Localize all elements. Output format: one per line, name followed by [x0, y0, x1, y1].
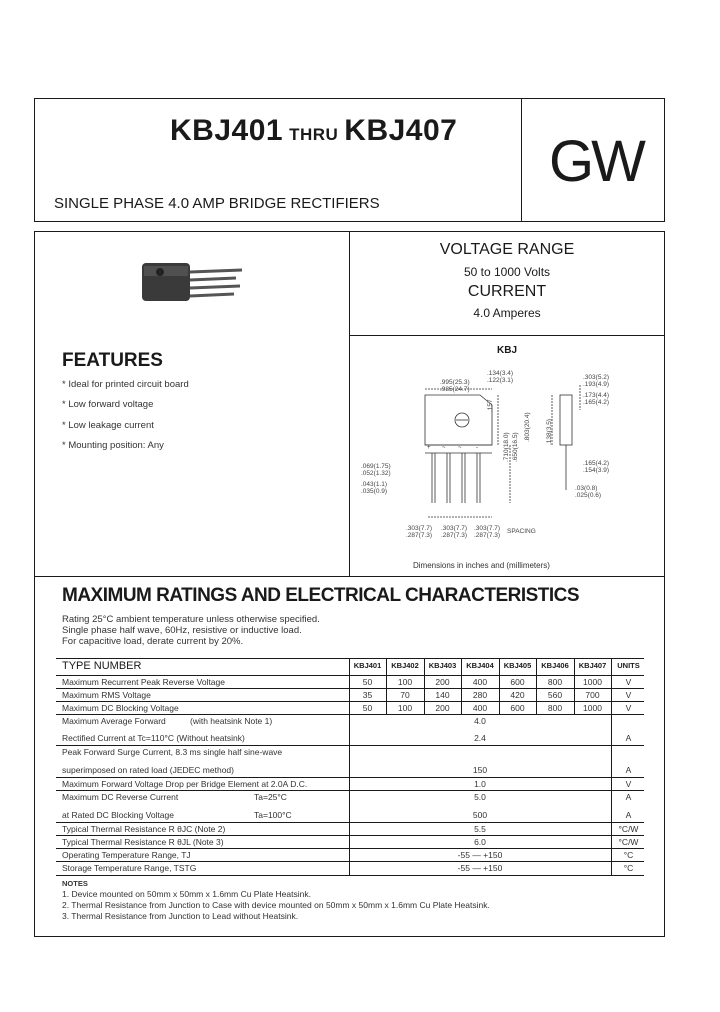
cell-value: 400: [472, 677, 488, 687]
cell-value: 200: [435, 703, 450, 713]
table-rule: [56, 835, 644, 836]
row-label: Maximum Forward Voltage Drop per Bridge Element at 2.0A D.C.: [62, 779, 308, 789]
svg-text:+: +: [427, 445, 431, 451]
features-title: FEATURES: [62, 350, 163, 371]
dim-label: .303(7.7) .287(7.3): [441, 525, 468, 539]
cell-value: 4.0: [474, 716, 486, 726]
dim-label: .165(4.2) .154(3.9): [583, 460, 610, 474]
table-rule: [56, 714, 644, 715]
row-label: Maximum RMS Voltage: [62, 690, 151, 700]
row-label: superimposed on rated load (JEDEC method): [62, 765, 234, 775]
rating-condition: Rating 25°C ambient temperature unless otherwise specified.: [62, 614, 320, 625]
dim-label: .803(20.4): [524, 412, 531, 442]
table-rule: [56, 675, 644, 676]
section-divider: [34, 576, 665, 577]
dim-label: .710(18.0): [503, 432, 510, 462]
cell-value: 420: [510, 690, 525, 700]
dimensions-caption: Dimensions in inches and (millimeters): [413, 561, 550, 570]
feature-item: * Ideal for printed circuit board: [62, 379, 189, 390]
table-rule: [56, 790, 644, 791]
row-label: Typical Thermal Resistance R θJL (Note 3): [62, 837, 224, 847]
cell-value: 5.5: [474, 824, 486, 834]
cell-value: 2.4: [474, 733, 486, 743]
cell-unit: V: [625, 703, 632, 713]
cell-value: 400: [472, 703, 488, 713]
ratings-title: MAXIMUM RATINGS AND ELECTRICAL CHARACTERISTICS: [62, 585, 580, 606]
feature-item: * Low forward voltage: [62, 399, 154, 410]
row-label: Maximum Average Forward: [62, 716, 166, 726]
cell-value: 600: [510, 703, 525, 713]
cell-value: -55 — +150: [457, 863, 503, 873]
table-rule: [56, 861, 644, 862]
cell-unit: °C/W: [618, 837, 639, 847]
subtitle: SINGLE PHASE 4.0 AMP BRIDGE RECTIFIERS: [54, 195, 380, 212]
dim-label: .043(1.1) .035(0.9): [361, 481, 388, 495]
row-label: Rectified Current at Tc=110°C (Without heatsink): [62, 733, 245, 743]
row-label: Maximum DC Blocking Voltage: [62, 703, 179, 713]
svg-text:~: ~: [442, 445, 446, 451]
cell-value: 35: [362, 690, 373, 700]
voltage-range-title: VOLTAGE RANGE: [439, 241, 575, 258]
table-rule: [56, 822, 644, 823]
type-number-header: TYPE NUMBER: [62, 660, 142, 672]
dim-label: .157: [487, 399, 494, 412]
row-label: at Rated DC Blocking Voltage: [62, 810, 174, 820]
cell-value: 560: [547, 690, 563, 700]
header-divider: [521, 98, 522, 222]
note-item: 3. Thermal Resistance from Junction to Lead without Heatsink.: [62, 911, 299, 921]
current-value: 4.0 Amperes: [473, 306, 541, 320]
cell-value: 5.0: [474, 792, 486, 802]
dim-label: .303(7.7) .287(7.3): [406, 525, 433, 539]
thru-label: THRU: [289, 125, 339, 144]
table-rule: [56, 701, 644, 702]
cell-value: 70: [400, 690, 410, 700]
cell-unit: °C: [623, 850, 634, 860]
spacing-label: SPACING: [507, 528, 536, 535]
cell-unit: A: [625, 810, 632, 820]
column-header: KBJ406: [541, 661, 569, 670]
note-item: 2. Thermal Resistance from Junction to Case with device mounted on 50mm x 50mm x 1.6mm Cu Plate Heatsink.: [62, 900, 490, 910]
row-label: Operating Temperature Range, TJ: [62, 850, 191, 860]
svg-text:~: ~: [458, 445, 462, 451]
dim-label: .138(3.5): [546, 418, 553, 445]
row-label: Maximum DC Reverse Current: [62, 792, 179, 802]
row-condition: Ta=25°C: [254, 792, 287, 802]
column-header: KBJ402: [391, 661, 419, 670]
svg-text:-: -: [476, 445, 478, 451]
row-label: Peak Forward Surge Current, 8.3 ms single half sine-wave: [62, 747, 283, 757]
part-from: KBJ401: [170, 114, 284, 147]
cell-value: 1000: [583, 677, 602, 687]
part-to: KBJ407: [344, 114, 458, 147]
row-label: Typical Thermal Resistance R θJC (Note 2): [62, 824, 226, 834]
column-header: KBJ403: [428, 661, 457, 670]
dim-label: .303(7.7) .287(7.3): [474, 525, 501, 539]
cell-unit: V: [625, 690, 632, 700]
cell-value: 500: [472, 810, 488, 820]
row-label: (with heatsink Note 1): [190, 716, 273, 726]
row-label: Maximum Recurrent Peak Reverse Voltage: [62, 677, 225, 687]
cell-unit: V: [625, 677, 632, 687]
table-rule: [56, 745, 644, 746]
cell-unit: °C/W: [618, 824, 639, 834]
cell-unit: V: [625, 779, 632, 789]
cell-value: 280: [472, 690, 488, 700]
component-image: [136, 258, 246, 308]
feature-item: * Mounting position: Any: [62, 440, 164, 451]
dim-label: .303(5.2) .193(4.9): [583, 374, 610, 388]
page-title: [170, 114, 457, 148]
cell-value: 200: [435, 677, 450, 687]
cell-unit: A: [625, 765, 632, 775]
cell-value: 100: [397, 703, 413, 713]
package-name: KBJ: [497, 345, 518, 356]
cell-value: 6.0: [474, 837, 486, 847]
table-rule: [56, 688, 644, 689]
range-divider: [349, 335, 665, 336]
column-header: UNITS: [617, 661, 640, 670]
cell-value: 1.0: [474, 779, 486, 789]
cell-unit: °C: [623, 863, 634, 873]
row-condition: Ta=100°C: [254, 810, 292, 820]
cell-value: 600: [510, 677, 525, 687]
table-rule: [56, 875, 644, 876]
rating-condition: For capacitive load, derate current by 20%.: [62, 636, 244, 647]
dim-label: .03(0.8) .025(0.6): [575, 485, 602, 499]
cell-value: 140: [435, 690, 450, 700]
notes-title: NOTES: [62, 879, 88, 888]
cell-value: 50: [362, 703, 373, 713]
table-rule: [56, 777, 644, 778]
column-header: KBJ407: [578, 661, 607, 670]
column-header: KBJ405: [503, 661, 532, 670]
rating-condition: Single phase half wave, 60Hz, resistive or inductive load.: [62, 625, 302, 636]
voltage-range-value: 50 to 1000 Volts: [463, 265, 551, 279]
cell-value: 50: [362, 677, 373, 687]
row-label: Storage Temperature Range, TSTG: [62, 863, 197, 873]
column-header: KBJ404: [466, 661, 494, 670]
cell-unit: A: [625, 733, 632, 743]
dim-label: .173(4.4) .165(4.2): [583, 392, 610, 406]
cell-value: 100: [397, 677, 413, 687]
dim-label: .995(25.3) .985(24.7): [440, 379, 470, 393]
dim-label: .069(1.75) .052(1.32): [361, 463, 391, 477]
note-item: 1. Device mounted on 50mm x 50mm x 1.6mm Cu Plate Heatsink.: [62, 889, 311, 899]
table-rule: [56, 848, 644, 849]
cell-value: 150: [472, 765, 488, 775]
feature-item: * Low leakage current: [62, 420, 154, 431]
column-header: KBJ401: [353, 661, 382, 670]
cell-value: 700: [585, 690, 600, 700]
dim-label: .134(3.4) .122(3.1): [487, 370, 514, 384]
cell-value: 1000: [583, 703, 602, 713]
cell-value: 800: [547, 703, 563, 713]
table-rule: [56, 658, 644, 659]
gw-logo: GW: [549, 129, 643, 194]
cell-value: -55 — +150: [457, 850, 503, 860]
dim-label: .650(16.5): [512, 432, 519, 462]
cell-unit: A: [625, 792, 632, 802]
current-title: CURRENT: [467, 283, 547, 300]
cell-value: 800: [547, 677, 563, 687]
